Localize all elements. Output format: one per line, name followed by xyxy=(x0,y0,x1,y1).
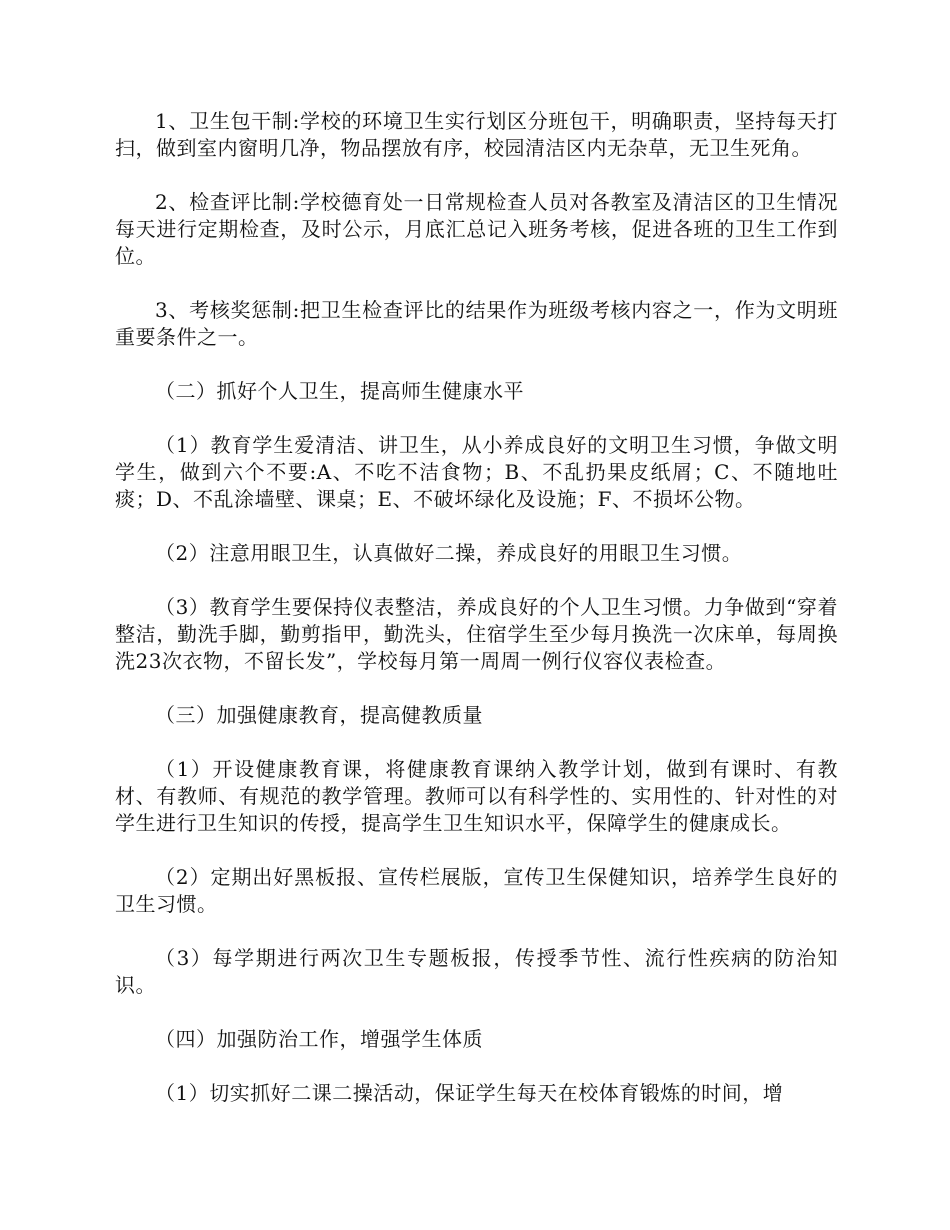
paragraph-health-course: （1）开设健康教育课，将健康教育课纳入教学计划，做到有课时、有教材、有教师、有规范的教学管理。教师可以有科学性的、实用性的、针对性的对学生进行卫生知识的传授，提高学生卫生知识水平，保障学生的健康成长。 xyxy=(115,757,838,835)
paragraph-special-board: （3）每学期进行两次卫生专题板报，传授季节性、流行性疾病的防治知识。 xyxy=(115,946,838,997)
paragraph-eye-hygiene: （2）注意用眼卫生，认真做好二操，养成良好的用眼卫生习惯。 xyxy=(155,541,743,565)
paragraph-blackboard: （2）定期出好黑板报、宣传栏展版，宣传卫生保健知识，培养学生良好的卫生习惯。 xyxy=(115,865,838,916)
section-heading-prevention: （四）加强防治工作，增强学生体质 xyxy=(155,1027,483,1051)
section-heading-health-education: （三）加强健康教育，提高健教质量 xyxy=(155,703,483,727)
section-heading-personal-hygiene: （二）抓好个人卫生，提高师生健康水平 xyxy=(155,379,524,403)
paragraph-personal-habits: （1）教育学生爱清洁、讲卫生，从小养成良好的文明卫生习惯，争做文明学生，做到六个不要:A、不吃不洁食物；B、不乱扔果皮纸屑；C、不随地吐痰；D、不乱涂墙壁、课桌；E、不破坏绿化及设施；F、不损坏公物。 xyxy=(115,433,838,511)
paragraph-assessment-rewards: 3、考核奖惩制:把卫生检查评比的结果作为班级考核内容之一，作为文明班重要条件之一。 xyxy=(115,298,838,349)
paragraph-appearance: （3）教育学生要保持仪表整洁，养成良好的个人卫生习惯。力争做到“穿着整洁，勤洗手脚，勤剪指甲，勤洗头，住宿学生至少每月换洗一次床单，每周换洗23次衣物，不留长发”，学校每月第一周周一例行仪容仪表检查。 xyxy=(115,595,838,673)
paragraph-inspection-rating: 2、检查评比制:学校德育处一日常规检查人员对各教室及清洁区的卫生情况每天进行定期检查，及时公示，月底汇总记入班务考核，促进各班的卫生工作到位。 xyxy=(115,190,838,268)
paragraph-hygiene-contract: 1、卫生包干制:学校的环境卫生实行划区分班包干，明确职责，坚持每天打扫，做到室内窗明几净，物品摆放有序，校园清洁区内无杂草，无卫生死角。 xyxy=(115,109,838,160)
paragraph-exercise: （1）切实抓好二课二操活动，保证学生每天在校体育锻炼的时间，增 xyxy=(155,1081,784,1105)
